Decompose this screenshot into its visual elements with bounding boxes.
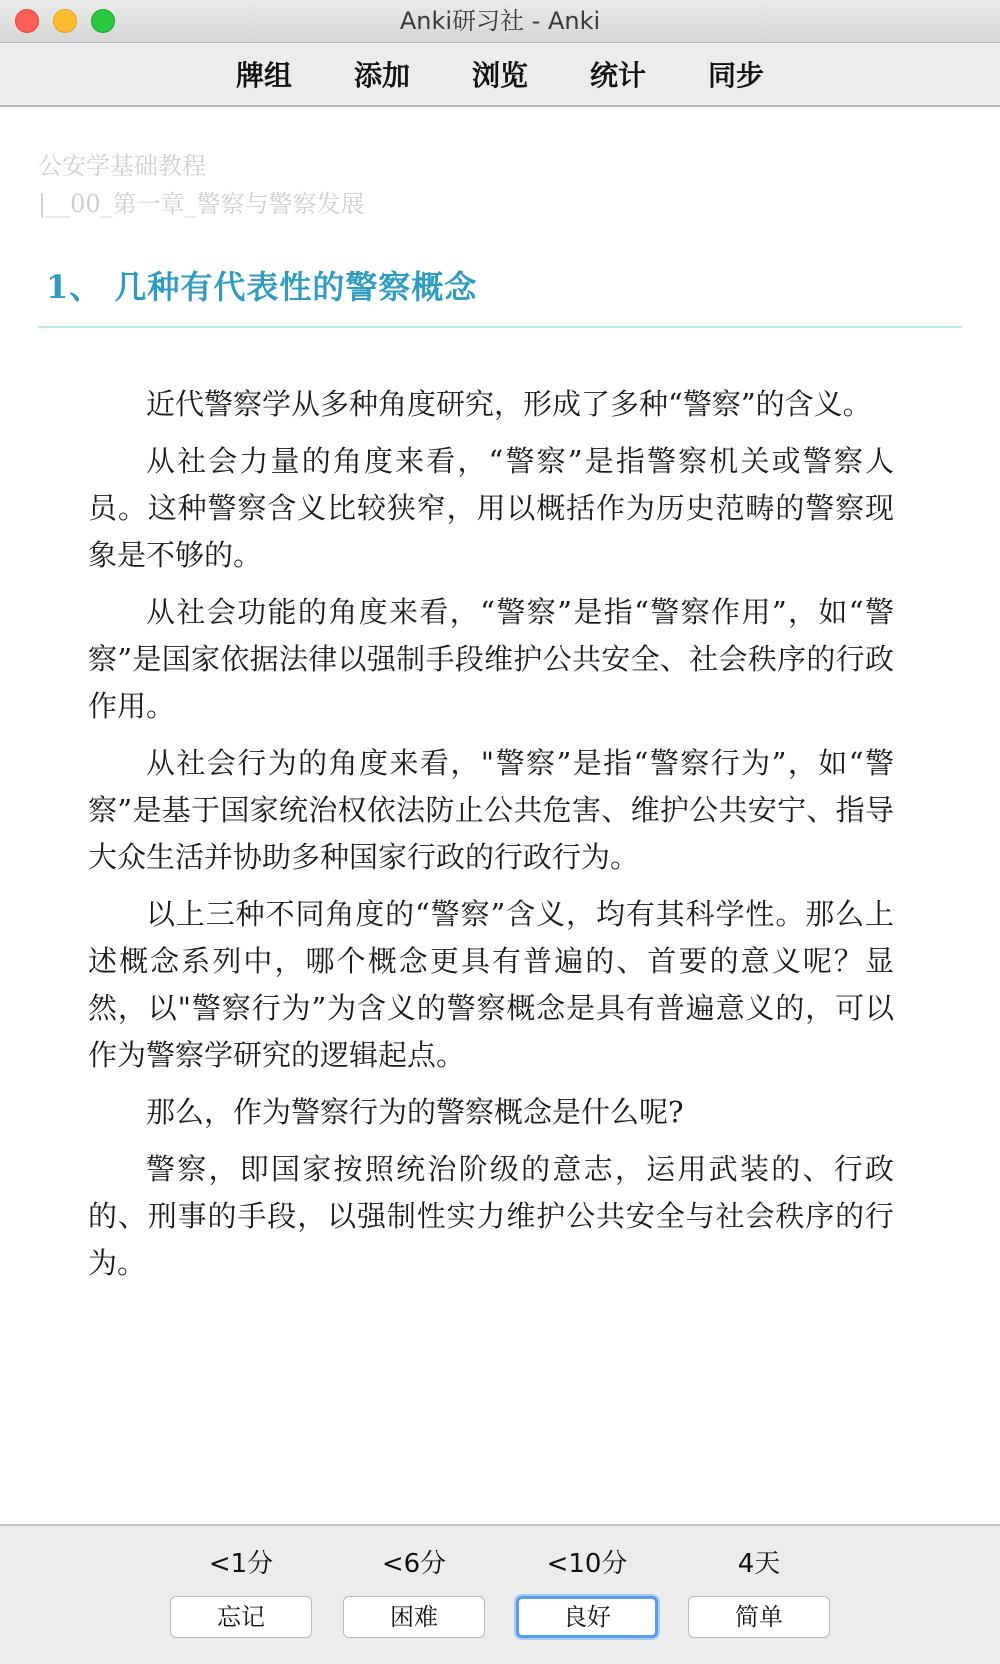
ease-again-interval: <1分 (208, 1549, 274, 1579)
card-view (0, 107, 1000, 1524)
easy-button[interactable]: 简单 (688, 1596, 830, 1638)
breadcrumb-chapter: |__00_第一章_警察与警察发展 (38, 190, 365, 218)
card-paragraph: 从社会行为的角度来看，"警察”是指“警察行为”，如“警察”是基于国家统治权依法防止公共危害、维护公共安宁、指导大众生活并协助多种国家行政的行政行为。 (88, 746, 894, 874)
card-body (88, 381, 894, 1297)
good-button[interactable]: 良好 (516, 1596, 658, 1638)
card-heading: 1、 几种有代表性的警察概念 (46, 268, 478, 306)
title-bar (0, 0, 1000, 43)
heading-divider (38, 326, 962, 328)
card-paragraph: 那么，作为警察行为的警察概念是什么呢? (146, 1095, 684, 1129)
toolbar-browse[interactable]: 浏览 (471, 59, 528, 92)
toolbar-add[interactable]: 添加 (353, 59, 410, 92)
answer-bar (0, 1524, 1000, 1664)
card-paragraph: 从社会功能的角度来看，“警察”是指“警察作用”，如“警察”是国家依据法律以强制手段维护公共安全、社会秩序的行政作用。 (88, 595, 894, 723)
ease-hard-group (341, 1544, 487, 1638)
ease-easy-group (686, 1544, 832, 1638)
ease-hard-interval: <6分 (381, 1549, 447, 1579)
toolbar-stats[interactable]: 统计 (590, 59, 647, 92)
window-title: Anki研习社 - Anki (399, 7, 601, 35)
ease-again-group (168, 1544, 314, 1638)
card-paragraph: 近代警察学从多种角度研究，形成了多种“警察”的含义。 (146, 387, 872, 421)
card-paragraph: 从社会力量的角度来看，“警察”是指警察机关或警察人员。这种警察含义比较狭窄，用以概括作为历史范畴的警察现象是不够的。 (88, 444, 894, 572)
main-toolbar (0, 43, 1000, 107)
toolbar-decks[interactable]: 牌组 (235, 59, 292, 92)
ease-easy-interval: 4天 (737, 1549, 781, 1579)
ease-good-interval: <10分 (546, 1549, 628, 1579)
toolbar-sync[interactable]: 同步 (708, 59, 765, 92)
breadcrumb-book: 公安学基础教程 (38, 152, 206, 180)
card-paragraph: 警察，即国家按照统治阶级的意志，运用武装的、行政的、刑事的手段，以强制性实力维护公共安全与社会秩序的行为。 (88, 1152, 894, 1280)
deck-breadcrumb (38, 147, 365, 223)
hard-button[interactable]: 困难 (343, 1596, 485, 1638)
again-button[interactable]: 忘记 (170, 1596, 312, 1638)
card-paragraph: 以上三种不同角度的“警察”含义，均有其科学性。那么上述概念系列中，哪个概念更具有普遍的、首要的意义呢？显然，以"警察行为”为含义的警察概念是具有普遍意义的，可以作为警察学研究的逻辑起点。 (88, 897, 894, 1072)
ease-good-group (514, 1544, 660, 1638)
